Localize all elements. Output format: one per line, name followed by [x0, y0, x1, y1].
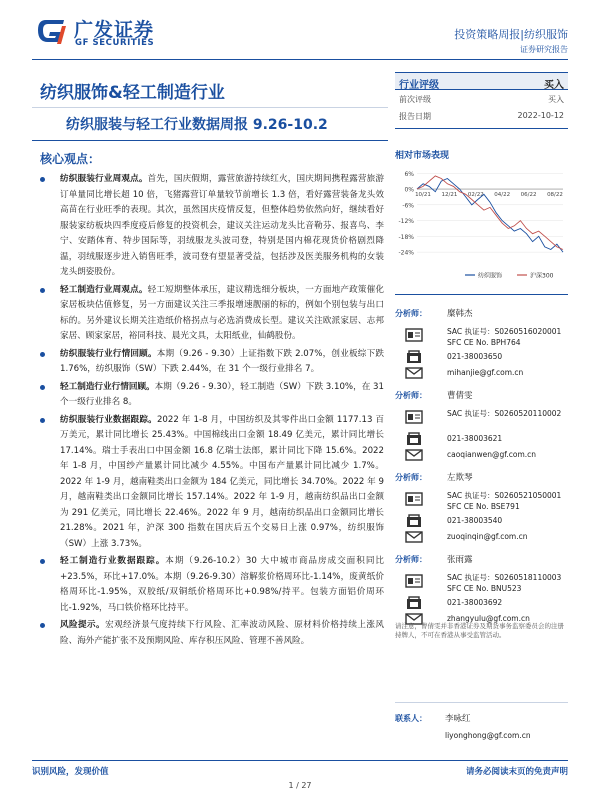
bullet-dot-icon: [40, 177, 45, 182]
legend-label: 沪深300: [530, 272, 554, 280]
analyst-phone: 021-38003692: [447, 598, 503, 607]
analyst-phone: 021-38003540: [447, 516, 503, 525]
legend-label: 纺织服饰: [478, 272, 503, 280]
id-card-icon: [405, 410, 423, 424]
core-bullet: [40, 172, 384, 281]
email-icon: [405, 530, 423, 544]
analyst-disclaimer: 请注意，曹倩雯并非香港证券及期货事务监察委员会的注册持牌人，不可在香港从事受监管活动。: [395, 622, 564, 639]
report-date-label: 报告日期: [399, 112, 431, 121]
rating-value: 买入: [544, 80, 564, 91]
analyst-card: [395, 466, 568, 548]
relative-performance-chart: [395, 160, 568, 285]
rating-panel: [395, 72, 568, 129]
bullet-dot-icon: [40, 559, 45, 564]
header-divider: [32, 59, 568, 60]
footer-slogan: 识别风险，发现价值: [32, 767, 109, 777]
x-tick-label: 08/22: [547, 192, 563, 199]
analyst-name: 糜韩杰: [447, 309, 473, 319]
previous-rating-row: [395, 90, 568, 107]
y-tick-label: -24%: [398, 249, 414, 257]
x-tick-label: 04/22: [494, 192, 511, 199]
gf-logo-icon: [34, 16, 68, 46]
analyst-sac: SAC 执证号：S0260521050001: [447, 491, 562, 500]
x-tick-label: 10/21: [415, 192, 431, 199]
analyst-sfc: SFC CE No. BPH764: [447, 338, 521, 347]
phone-icon: [405, 350, 423, 364]
bullet-heading: 轻工制造行业数据跟踪。: [60, 556, 166, 566]
core-bullet: [40, 554, 384, 616]
analyst-email[interactable]: zhangyulu@gf.com.cn: [447, 614, 530, 623]
bullet-text: 首先，国庆假期，露营旅游持续红火，国庆期间携程露营旅游订单量同比增长超 10 倍，飞猪露营订单量较节前增长 1.3 倍，看好露营装备龙头效高苗在行业旺季的表现。其次，虽然国庆疫情反复，但整体趋势依然向好，继续看好服装家纺板块四季度疫后修复的投资机会，建议关注运动龙头比音勒芬、报喜鸟、李宁、安踏体育、特步国际等，羽绒服龙头波司登，特别是国内棉花现货价格剧烈降温，羽绒服逐步进入销售旺季，波司登有望显著受益，包括涉及医美服务机构的女装龙头朗姿股份。: [60, 174, 384, 277]
phone-icon: [405, 432, 423, 446]
bullet-text: 本期（9.26-10.2）30 大中城市商品房成交面积同比+23.5%，环比+17.0%。本期（9.26-9.30）溶解浆价格周环比-1.14%，废黄纸价格周环比-1.95%，双胶纸/双铜纸价格周环比+0.98%/持平。包装方面铝价周环比-1.92%，马口铁价格环比持平。: [60, 556, 384, 613]
bullet-heading: 轻工制造行业行情回顾。: [60, 381, 155, 392]
bullet-heading: 轻工制造行业周观点。: [60, 284, 148, 295]
analyst-role: 分析师：: [395, 309, 427, 318]
core-bullet: [40, 283, 384, 345]
contact-role: 联系人：: [395, 714, 427, 723]
relative-performance-heading: 相对市场表现: [395, 151, 450, 161]
rating-label: 行业评级: [399, 80, 439, 91]
phone-icon: [405, 514, 423, 528]
bullet-text: 轻工短期整体承压，建议精选细分板块，一方面地产政策催化家居板块估值修复，另一方面建议关注三季报增速靓丽的标的，例如个别包装与出口标的。另外建议长期关注造纸价格拐点与必选消费成长型。建议关注欧派家居、志邦家居、顾家家居，裕同科技、晨光文具，太阳纸业，仙鹤股份。: [60, 284, 384, 341]
report-title: 纺织服装与轻工行业数据周报 9.26-10.2: [66, 117, 328, 133]
bullet-text: 本期（9.26 - 9.30）上证指数下跌 2.07%，创业板综下跌 1.76%，纺织服饰（SW）下跌 2.44%，在 31 个一级行业排名 7。: [60, 348, 384, 374]
y-tick-label: -6%: [402, 202, 414, 210]
contact-email[interactable]: liyonghong@gf.com.cn: [445, 731, 531, 740]
analyst-phone: 021-38003650: [447, 352, 503, 361]
analyst-email[interactable]: zuoqinqin@gf.com.cn: [447, 532, 528, 541]
logo-chinese: 广发证券: [74, 19, 155, 41]
email-icon: [405, 366, 423, 380]
contact-divider: [395, 702, 568, 703]
footer-divider: [32, 760, 568, 761]
title-divider: [32, 107, 388, 108]
series-line: [417, 179, 563, 253]
bullet-dot-icon: [40, 418, 45, 423]
report-date-row: [395, 107, 568, 124]
contact-name: 李咏红: [445, 714, 471, 724]
analyst-role: 分析师：: [395, 473, 427, 482]
analyst-name: 左欺琴: [447, 473, 473, 483]
footer-disclaimer-note: 请务必阅读末页的免责声明: [465, 767, 568, 777]
bullet-heading: 纺织服装行业数据跟踪。: [60, 414, 157, 425]
bullet-text: 宏观经济景气度持续下行风险、汇率波动风险、原材料价格持续上涨风险、海外产能扩张不及预期风险、库存积压风险、管理不善风险。: [60, 620, 384, 646]
analyst-sac: SAC 执证号：S0260518110003: [447, 573, 562, 582]
bullet-heading: 风险提示。: [60, 620, 106, 630]
analyst-list: [395, 302, 568, 630]
chart-divider: [395, 294, 568, 295]
title-divider-bottom: [32, 140, 388, 141]
core-bullet: [40, 413, 384, 553]
x-tick-label: 06/22: [520, 192, 537, 199]
y-tick-label: 0%: [404, 186, 414, 194]
x-tick-label: 02/22: [467, 192, 484, 199]
id-card-icon: [405, 328, 423, 342]
report-date-value: 2022-10-12: [517, 111, 564, 120]
company-logo: [34, 14, 164, 50]
bullet-heading: 纺织服装行业周观点。: [60, 174, 148, 184]
y-tick-label: -18%: [398, 233, 414, 241]
core-bullet: [40, 618, 384, 649]
analyst-email[interactable]: mihanjie@gf.com.cn: [447, 368, 524, 377]
bullet-text: 本期（9.26 - 9.30），轻工制造（SW）下跌 3.10%，在 31 个一级行业排名 8。: [60, 381, 384, 407]
analyst-name: 曹倩雯: [447, 391, 473, 401]
bullet-dot-icon: [40, 352, 45, 357]
y-tick-label: -12%: [398, 218, 414, 226]
core-views-heading: 核心观点：: [40, 152, 101, 166]
core-bullet: [40, 380, 384, 411]
bullet-dot-icon: [40, 623, 45, 628]
series-line: [417, 176, 563, 250]
rating-divider: [395, 128, 568, 129]
previous-rating-value: 买入: [548, 95, 564, 104]
analyst-card: [395, 302, 568, 384]
logo-english: GF SECURITIES: [75, 38, 155, 48]
core-bullet: [40, 347, 384, 378]
analyst-role: 分析师：: [395, 391, 427, 400]
phone-icon: [405, 596, 423, 610]
bullet-heading: 纺织服装行业行情回顾。: [60, 348, 157, 359]
analyst-card: [395, 384, 568, 466]
bullet-dot-icon: [40, 385, 45, 390]
core-views-list: [40, 172, 384, 651]
y-tick-label: 6%: [404, 170, 414, 178]
analyst-card: [395, 548, 568, 630]
email-icon: [405, 448, 423, 462]
bullet-dot-icon: [40, 288, 45, 293]
analyst-role: 分析师：: [395, 555, 427, 564]
x-tick-label: 12/21: [441, 192, 458, 199]
analyst-sac: SAC 执证号：S0260520110002: [447, 409, 562, 418]
analyst-email[interactable]: caoqianwen@gf.com.cn: [447, 450, 537, 459]
industry-rating: [395, 72, 568, 90]
id-card-icon: [405, 492, 423, 506]
analyst-sfc: SFC CE No. BNU523: [447, 584, 522, 593]
report-subtype: 证券研究报告: [520, 45, 568, 54]
industry-title: 纺织服饰&轻工制造行业: [40, 83, 225, 103]
bullet-text: 2022 年 1-8 月，中国纺织及其零件出口金额 1177.13 百万美元，累计同比增长 25.43%。中国棉线出口金额 18.49 亿美元，累计同比增长 17.14%。瑞士手表出口中国金额 16.8 亿瑞士法郎，累计同比下降 15.6%。2022 年 1-8 月，中国纱产量累计同比减少 4.55%。中国布产量累计同比减少 1.7%。2022 年 1-9 月，越南鞋类出口金额为 184 亿美元，同比增长 34.70%。2022 年 9 月，越南鞋类出口金额同比增长 157.14%。2022 年 1-9 月，越南纺织品出口金额为 291 亿美元，同比增长 22.46%。2022 年 9 月，越南纺织品出口金额同比增长 21.28%。2021 年，沪深 300 指数在国庆后五个交易日上涨 0.97%，纺织服饰（SW）上涨 3.73%。: [60, 414, 384, 549]
analyst-name: 张雨露: [447, 555, 473, 565]
report-type: 投资策略周报|纺织服饰: [454, 28, 568, 41]
id-card-icon: [405, 574, 423, 588]
analyst-phone: 021-38003621: [447, 434, 503, 443]
analyst-sfc: SFC CE No. BSE791: [447, 502, 520, 511]
analyst-sac: SAC 执证号：S0260516020001: [447, 327, 562, 336]
previous-rating-label: 前次评级: [399, 95, 431, 104]
page-number: 1 / 27: [288, 781, 312, 790]
